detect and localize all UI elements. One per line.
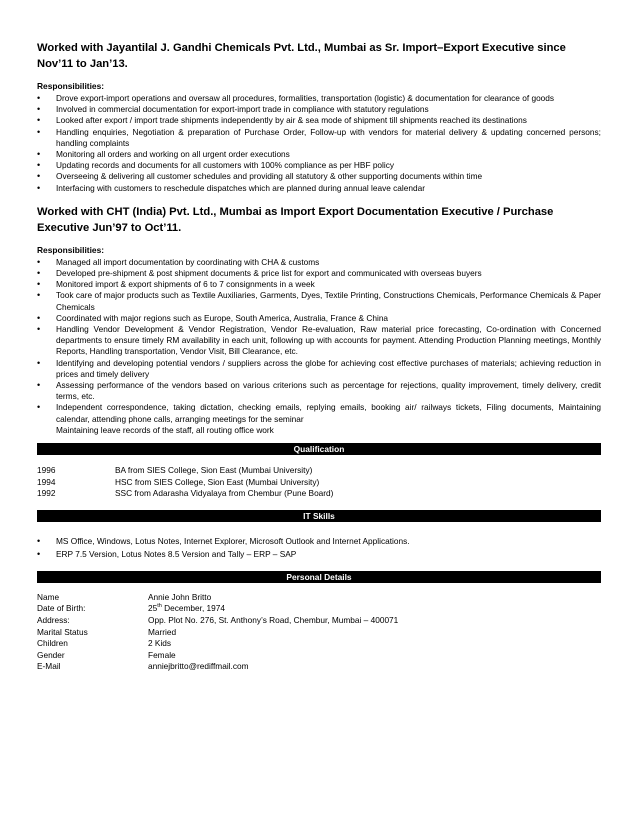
bullet-icon: • xyxy=(37,357,41,368)
personal-label: Children xyxy=(37,638,68,649)
qualification-detail: HSC from SIES College, Sion East (Mumbai University) xyxy=(115,476,320,487)
it-skills-section-header: IT Skills xyxy=(37,510,601,522)
list-item: • Overseeing & delivering all customer schedules and providing all statutory & other supporting documents within time xyxy=(37,171,483,182)
table-row xyxy=(37,627,398,639)
bullet-icon: • xyxy=(37,535,41,546)
qualification-section-header: Qualification xyxy=(37,443,601,455)
personal-label: Marital Status xyxy=(37,626,88,637)
list-item: • Monitored import & export shipments of 6 to 7 consignments in a week xyxy=(37,279,315,290)
qualification-year: 1992 xyxy=(37,488,56,499)
bullet-icon: • xyxy=(37,149,41,160)
list-item: • Monitoring all orders and working on all urgent order executions xyxy=(37,149,290,160)
qualification-year: 1994 xyxy=(37,476,56,487)
list-item: • ERP 7.5 Version, Lotus Notes 8.5 Version and Tally – ERP – SAP xyxy=(37,548,297,559)
email-value: anniejbritto@rediffmail.com xyxy=(148,661,249,672)
job1-heading: Worked with Jayantilal J. Gandhi Chemicals Pvt. Ltd., Mumbai as Sr. Import–Export Executive since Nov’11 to Jan’13. xyxy=(37,42,566,70)
table-row xyxy=(37,638,398,650)
job2-responsibilities-list xyxy=(37,257,601,425)
list-item: • Coordinated with major regions such as Europe, South America, Australia, France & China xyxy=(37,312,389,323)
bullet-icon: • xyxy=(37,290,41,301)
bullet-icon: • xyxy=(37,312,41,323)
qualification-year: 1996 xyxy=(37,465,56,476)
bullet-icon: • xyxy=(37,182,41,193)
personal-value: 2 Kids xyxy=(148,638,172,649)
list-item: • Interfacing with customers to reschedule dispatches which are planned during annual leave calendar xyxy=(37,182,425,193)
job2-responsibilities-label: Responsibilities: xyxy=(37,244,105,255)
bullet-icon: • xyxy=(37,160,41,171)
personal-label: Address: xyxy=(37,615,70,626)
list-item: • Handling Vendor Development & Vendor Registration, Vendor Re-evaluation, Raw material price forecasting, Co-ordination with Concerned departments to ensure timely RM availability in each unit, following up with accounts for payment. Attending Production Planning meetings, Monthly Reports, Handling transportation, Vendor Visit, Bill Clearance, etc. xyxy=(37,324,601,357)
list-item: • Identifying and developing potential vendors / suppliers across the globe for achieving cost effective purchases of materials; achieving reduction in prices and timely delivery xyxy=(37,357,601,379)
list-item: • Developed pre-shipment & post shipment documents & price list for export and communicated with overseas buyers xyxy=(37,268,482,279)
bullet-icon: • xyxy=(37,268,41,279)
table-row xyxy=(37,488,333,500)
table-row xyxy=(37,592,398,604)
bullet-icon: • xyxy=(37,256,41,267)
bullet-icon: • xyxy=(37,115,41,126)
job2-heading: Worked with CHT (India) Pvt. Ltd., Mumbai as Import Export Documentation Executive / Purchase Executive Jun’97 to Oct’11. xyxy=(37,205,554,234)
bullet-icon: • xyxy=(37,126,41,137)
personal-label: Gender xyxy=(37,649,65,660)
list-item: • Assessing performance of the vendors based on various criterions such as percentage for rejections, quality improvement, timely delivery, credit terms, etc. xyxy=(37,380,601,402)
job1-responsibilities-label: Responsibilities: xyxy=(37,81,105,91)
job2-continuation-text: Maintaining leave records of the staff, all routing office work xyxy=(56,424,274,435)
qualification-table xyxy=(37,465,333,500)
personal-value: Annie John Britto xyxy=(148,591,212,602)
qualification-detail: BA from SIES College, Sion East (Mumbai University) xyxy=(115,465,313,476)
resume-page xyxy=(37,40,601,673)
personal-details-section-header: Personal Details xyxy=(37,571,601,583)
job1-responsibilities-list xyxy=(37,93,601,194)
list-item: • Looked after export / import trade shipments independently by air & sea mode of shipment till shipments reached its destinations xyxy=(37,115,527,126)
list-item: • Handling enquiries, Negotiation & preparation of Purchase Order, Follow-up with vendors for material delivery & updating concerned persons; handling complaints xyxy=(37,126,601,148)
bullet-icon: • xyxy=(37,324,41,335)
table-row xyxy=(37,477,333,489)
personal-details-table xyxy=(37,592,398,673)
table-row xyxy=(37,650,398,662)
personal-label: Date of Birth: xyxy=(37,603,86,614)
personal-value: 25th December, 1974 xyxy=(148,603,226,614)
bullet-icon: • xyxy=(37,171,41,182)
table-row xyxy=(37,603,398,615)
list-item: • Involved in commercial documentation for export-import trade in compliance with statutory regulations xyxy=(37,104,429,115)
table-row xyxy=(37,615,398,627)
bullet-icon: • xyxy=(37,402,41,413)
list-item: • Took care of major products such as Textile Auxiliaries, Garments, Dyes, Textile Printing, Constructions Chemicals, Performance Chemicals & Paper Chemicals xyxy=(37,290,601,312)
qualification-detail: SSC from Adarasha Vidyalaya from Chembur (Pune Board) xyxy=(115,488,334,499)
bullet-icon: • xyxy=(37,548,41,559)
personal-value: Married xyxy=(148,626,177,637)
list-item: • MS Office, Windows, Lotus Notes, Internet Explorer, Microsoft Outlook and Internet Applications. xyxy=(37,535,410,546)
list-item: • Updating records and documents for all customers with 100% compliance as per HBF policy xyxy=(37,160,395,171)
table-row xyxy=(37,465,333,477)
list-item: • Managed all import documentation by coordinating with CHA & customs xyxy=(37,256,320,267)
personal-value: Opp. Plot No. 276, St. Anthony’s Road, Chembur, Mumbai – 400071 xyxy=(148,615,399,626)
bullet-icon: • xyxy=(37,104,41,115)
bullet-icon: • xyxy=(37,380,41,391)
bullet-icon: • xyxy=(37,279,41,290)
list-item: • Independent correspondence, taking dictation, checking emails, replying emails, booking air/ railways tickets, Filing documents, Maintaining calendar, attending phone calls, arranging meetings for the seminar xyxy=(37,402,601,424)
bullet-icon: • xyxy=(37,93,41,103)
it-skills-list xyxy=(37,535,601,561)
list-item: • Drove export-import operations and oversaw all procedures, formalities, transportation (logistic) & documentation for clearance of goods xyxy=(37,93,555,103)
table-row xyxy=(37,661,398,673)
personal-label: E-Mail xyxy=(37,661,61,672)
personal-value: Female xyxy=(148,649,176,660)
personal-label: Name xyxy=(37,591,60,602)
